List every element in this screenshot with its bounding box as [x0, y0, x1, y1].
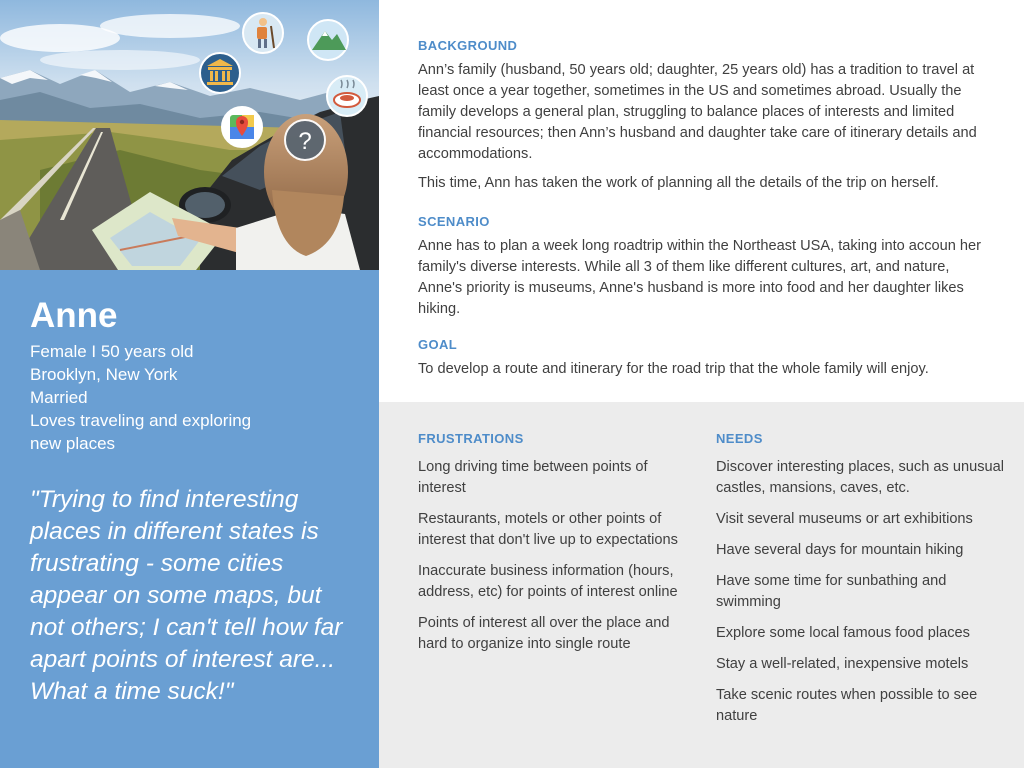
persona-panel [0, 0, 379, 768]
needs-column [716, 431, 1008, 737]
persona-name: Anne [30, 296, 118, 335]
need-item: Discover interesting places, such as unusual castles, mansions, caves, etc. [716, 459, 1004, 496]
persona-interest-line-1: Loves traveling and exploring [30, 411, 252, 430]
persona-gender-age: Female I 50 years old [30, 342, 194, 361]
scenario-text: Anne has to plan a week long roadtrip within the Northeast USA, taking into accoun her family's diverse interests. While all 3 of them like different cultures, art, and nature, Anne's priority is museums, Anne's husband is more into food and her daughter likes hiking. [418, 238, 982, 317]
goal-title: GOAL [418, 337, 458, 352]
needs-title: NEEDS [716, 431, 763, 446]
question-mark-glyph: ? [298, 128, 312, 155]
persona-photo [0, 0, 379, 270]
need-item: Explore some local famous food places [716, 625, 970, 641]
story-section [379, 0, 1024, 402]
goal-text: To develop a route and itinerary for the road trip that the whole family will enjoy. [418, 361, 929, 377]
need-item: Take scenic routes when possible to see nature [716, 687, 978, 724]
goal-section [418, 337, 993, 380]
need-item: Stay a well-related, inexpensive motels [716, 656, 969, 672]
need-item: Have several days for mountain hiking [716, 542, 964, 558]
scenario-title: SCENARIO [418, 214, 490, 229]
background-title: BACKGROUND [418, 38, 518, 53]
persona-marital-status: Married [30, 388, 88, 407]
scenario-section [418, 214, 993, 320]
frustration-item: Points of interest all over the place and hard to organize into single route [418, 615, 670, 652]
need-item: Have some time for sunbathing and swimming [716, 573, 947, 610]
frustration-item: Restaurants, motels or other points of interest that don't live up to expectations [418, 511, 678, 548]
background-paragraph-2: This time, Ann has taken the work of planning all the details of the trip on herself. [418, 175, 939, 191]
frustration-item: Inaccurate business information (hours, address, etc) for points of interest online [418, 563, 678, 600]
frustrations-needs-panel [379, 402, 1024, 768]
background-paragraph-1: Ann’s family (husband, 50 years old; daughter, 25 years old) has a tradition to travel at least once a year together, sometimes in the US and sometimes abroad. Usually the family develops a general plan, struggling to balance places of interests and limited financial resources; then Ann’s husband and daughter take care of itinerary details and accommodations. [418, 62, 977, 162]
persona-info [30, 294, 360, 455]
need-item: Visit several museums or art exhibitions [716, 511, 973, 527]
frustration-item: Long driving time between points of interest [418, 459, 648, 496]
frustrations-title: FRUSTRATIONS [418, 431, 524, 446]
persona-interest-line-2: new places [30, 434, 116, 453]
persona-location: Brooklyn, New York [30, 365, 178, 384]
background-section [418, 38, 993, 194]
frustrations-column [418, 431, 680, 665]
persona-quote: "Trying to find interesting places in different states is frustrating - some cities appear on some maps, but not others; I can't tell how far apart points of interest are... What a time suck!" [30, 486, 343, 705]
